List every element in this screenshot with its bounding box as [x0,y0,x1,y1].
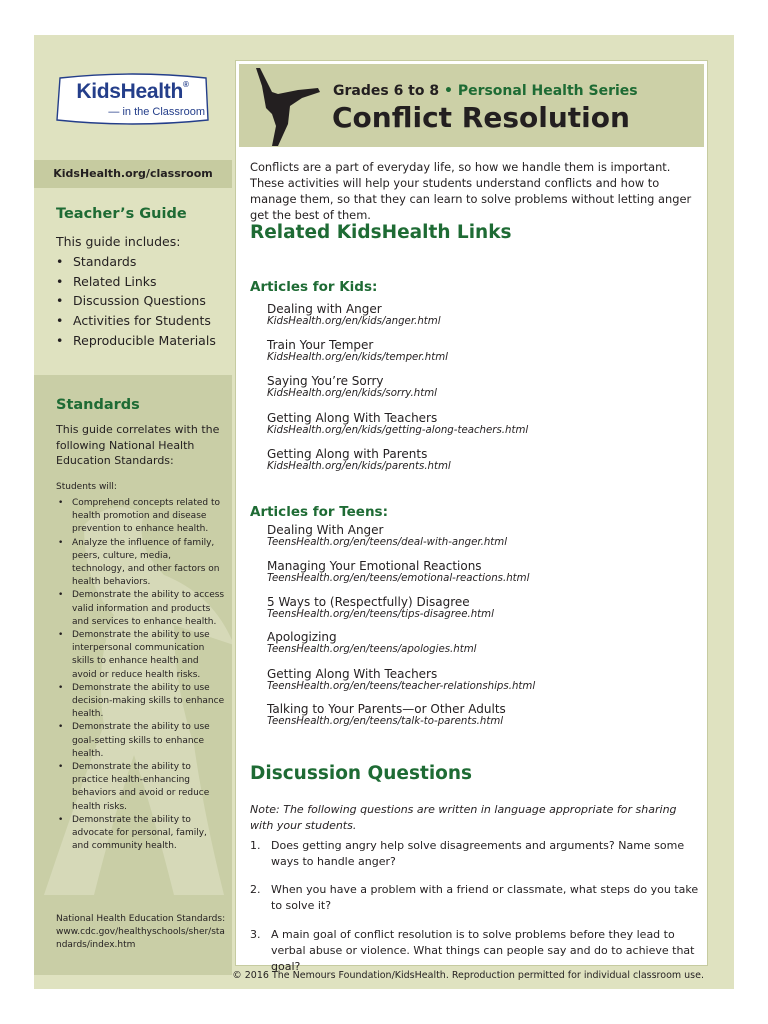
main-content [235,60,708,973]
teachers-guide-title: Teacher’s Guide [56,206,187,222]
kidshealth-logo [54,72,211,124]
question-text: When you have a problem with a friend or classmate, what steps do you take to solve it? [271,883,699,912]
standard-item: • Analyze the influence of family, peers, culture, media, technology, and other factors on health behaviors. [56,537,226,590]
teens-article-link[interactable] [267,667,697,693]
series-label: Personal Health Series [457,83,638,99]
standard-item: • Demonstrate the ability to use decision-making skills to enhance health. [56,682,226,722]
grade-series-line [333,83,638,99]
kids-article-link[interactable] [267,302,697,328]
kids-article-link[interactable] [267,338,697,364]
students-will-label: Students will: [56,482,117,492]
question-text: A main goal of conflict resolution is to solve problems before they lead to verbal abuse or violence. What things can people say and do to achieve that goal? [271,928,695,973]
page-background [34,35,734,989]
article-title[interactable]: Apologizing [267,630,337,644]
article-title[interactable]: Dealing with Anger [267,302,382,316]
title-header [239,64,704,147]
intro-paragraph: Conflicts are a part of everyday life, so how we handle them is important. These activities will help your students understand conflicts and how to manage them, so that they can learn to solve problems without letting anger get the best of them. [250,160,692,222]
guide-item: • Standards [56,254,216,274]
question-number: 1. [250,839,261,852]
standards-source: National Health Education Standards: www.cdc.gov/healthyschools/sher/standards/index.htm [56,914,226,950]
discussion-question [250,882,700,914]
teachers-guide-intro: This guide includes: [56,234,181,249]
series-bullet: • [439,83,458,99]
article-url[interactable]: TeensHealth.org/en/teens/teacher-relationships.html [267,681,536,692]
article-title[interactable]: Saying You’re Sorry [267,374,384,388]
article-url[interactable]: KidsHealth.org/en/kids/getting-along-teachers.html [267,425,529,436]
teens-article-link[interactable] [267,559,697,585]
standards-title: Standards [56,397,140,413]
kids-article-link[interactable] [267,411,697,437]
standard-item: • Demonstrate the ability to practice health-enhancing behaviors and avoid or reduce health risks. [56,761,226,814]
article-url[interactable]: KidsHealth.org/en/kids/temper.html [267,352,449,363]
article-title[interactable]: Train Your Temper [267,338,374,352]
article-title[interactable]: Managing Your Emotional Reactions [267,559,482,573]
article-title[interactable]: Getting Along with Parents [267,447,428,461]
teens-article-link[interactable] [267,630,697,656]
standard-item: • Comprehend concepts related to health promotion and disease prevention to enhance health. [56,497,226,537]
article-title[interactable]: 5 Ways to (Respectfully) Disagree [267,595,470,609]
teens-articles-heading: Articles for Teens: [250,504,388,520]
guide-item: • Related Links [56,274,216,294]
standard-item: • Demonstrate the ability to advocate for personal, family, and community health. [56,814,226,854]
article-url[interactable]: TeensHealth.org/en/teens/apologies.html [267,644,477,655]
article-url[interactable]: KidsHealth.org/en/kids/sorry.html [267,388,437,399]
article-url[interactable]: TeensHealth.org/en/teens/emotional-reactions.html [267,573,530,584]
registered-mark: ® [183,80,189,89]
page-title: Conflict Resolution [332,101,630,134]
sidebar [34,35,232,989]
grade-label: Grades 6 to 8 [333,83,440,99]
standards-intro: This guide correlates with the following National Health Education Standards: [56,423,220,467]
discussion-heading: Discussion Questions [250,763,473,784]
logo-subtitle: — in the Classroom [108,106,205,118]
teens-article-link[interactable] [267,702,697,728]
article-url[interactable]: TeensHealth.org/en/teens/talk-to-parents.html [267,716,504,727]
question-text: Does getting angry help solve disagreements and arguments? Name some ways to handle anger? [271,839,685,868]
article-url[interactable]: KidsHealth.org/en/kids/parents.html [267,461,451,472]
question-number: 3. [250,928,261,941]
cartwheel-silhouette-icon [250,66,322,148]
teens-article-link[interactable] [267,595,697,621]
article-url[interactable]: TeensHealth.org/en/teens/tips-disagree.html [267,609,494,620]
guide-item: • Reproducible Materials [56,333,216,353]
article-title[interactable]: Dealing With Anger [267,523,384,537]
guide-item: • Activities for Students [56,313,216,333]
standards-list [56,497,226,853]
classroom-url: KidsHealth.org/classroom [34,160,232,188]
article-title[interactable]: Getting Along With Teachers [267,411,438,425]
copyright-footer: © 2016 The Nemours Foundation/KidsHealth. Reproduction permitted for individual classroom use. [232,970,704,981]
standard-item: • Demonstrate the ability to use goal-setting skills to enhance health. [56,721,226,761]
logo-subtitle-text: in the Classroom [122,106,205,118]
guide-item: • Discussion Questions [56,293,216,313]
discussion-question [250,927,700,975]
standard-item: • Demonstrate the ability to access valid information and products and services to enhance health. [56,589,226,629]
kids-article-link[interactable] [267,447,697,473]
teachers-guide-list [56,254,216,352]
article-title[interactable]: Talking to Your Parents—or Other Adults [267,702,506,716]
discussion-question [250,838,700,870]
article-title[interactable]: Getting Along With Teachers [267,667,438,681]
kids-articles-heading: Articles for Kids: [250,279,378,295]
question-number: 2. [250,883,261,896]
kids-article-link[interactable] [267,374,697,400]
article-url[interactable]: KidsHealth.org/en/kids/anger.html [267,316,441,327]
standards-panel [34,375,232,975]
standard-item: • Demonstrate the ability to use interpersonal communication skills to enhance health and avoid or reduce health risks. [56,629,226,682]
discussion-note: Note: The following questions are written in language appropriate for sharing with your students. [250,803,677,832]
article-url[interactable]: TeensHealth.org/en/teens/deal-with-anger.html [267,537,508,548]
related-links-heading: Related KidsHealth Links [250,222,512,243]
teens-article-link[interactable] [267,523,697,549]
logo-title: KidsHealth [76,80,184,103]
